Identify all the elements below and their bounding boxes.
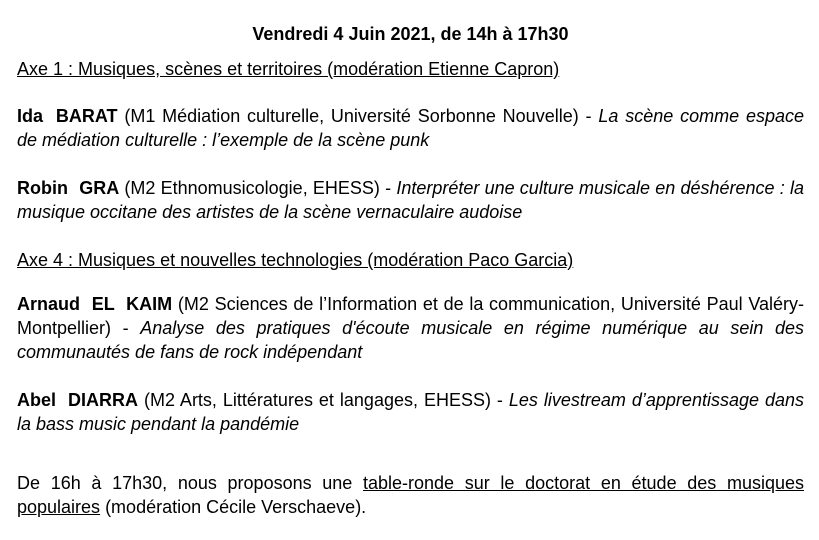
talk-title: La scène comme espace de médiation culturelle : l’exemple de la scène punk <box>17 106 804 150</box>
closing-text-after: (modération Cécile Verschaeve). <box>100 497 367 517</box>
section-heading-axe-1: Axe 1 : Musiques, scènes et territoires (modération Etienne Capron) <box>17 59 560 79</box>
talk-entry <box>17 292 804 364</box>
speaker-affiliation: (M2 Sciences de l’Information et de la communication, Université Paul Valéry-Montpellier) - <box>17 294 805 338</box>
speaker-name: Arnaud EL KAIM <box>17 294 173 314</box>
closing-text-before: De 16h à 17h30, nous proposons une <box>17 473 363 493</box>
speaker-affiliation: (M1 Médiation culturelle, Université Sorbonne Nouvelle) - <box>117 106 599 126</box>
closing-paragraph <box>17 471 804 519</box>
talk-entry <box>17 176 804 224</box>
speaker-name: Abel DIARRA <box>17 390 138 410</box>
session-date: Vendredi 4 Juin 2021, de 14h à 17h30 <box>252 24 569 44</box>
speaker-name: Ida BARAT <box>17 106 118 126</box>
talk-entry <box>17 104 804 152</box>
speaker-name: Robin GRA <box>17 178 120 198</box>
talk-title: Analyse des pratiques d'écoute musicale en régime numérique au sein des communautés de fans de rock indépendant <box>17 318 804 362</box>
roundtable-link[interactable]: table-ronde sur le doctorat en étude des musiques populaires <box>17 473 804 517</box>
talk-title: Interpréter une culture musicale en déshérence : la musique occitane des artistes de la scène vernaculaire audoise <box>17 178 804 222</box>
speaker-affiliation: (M2 Ethnomusicologie, EHESS) - <box>119 178 397 198</box>
talk-entry <box>17 388 804 436</box>
speaker-affiliation: (M2 Arts, Littératures et langages, EHESS) - <box>137 390 509 410</box>
section-heading-axe-4: Axe 4 : Musiques et nouvelles technologies (modération Paco Garcia) <box>17 250 574 270</box>
talk-title: Les livestream d’apprentissage dans la bass music pendant la pandémie <box>17 390 804 434</box>
